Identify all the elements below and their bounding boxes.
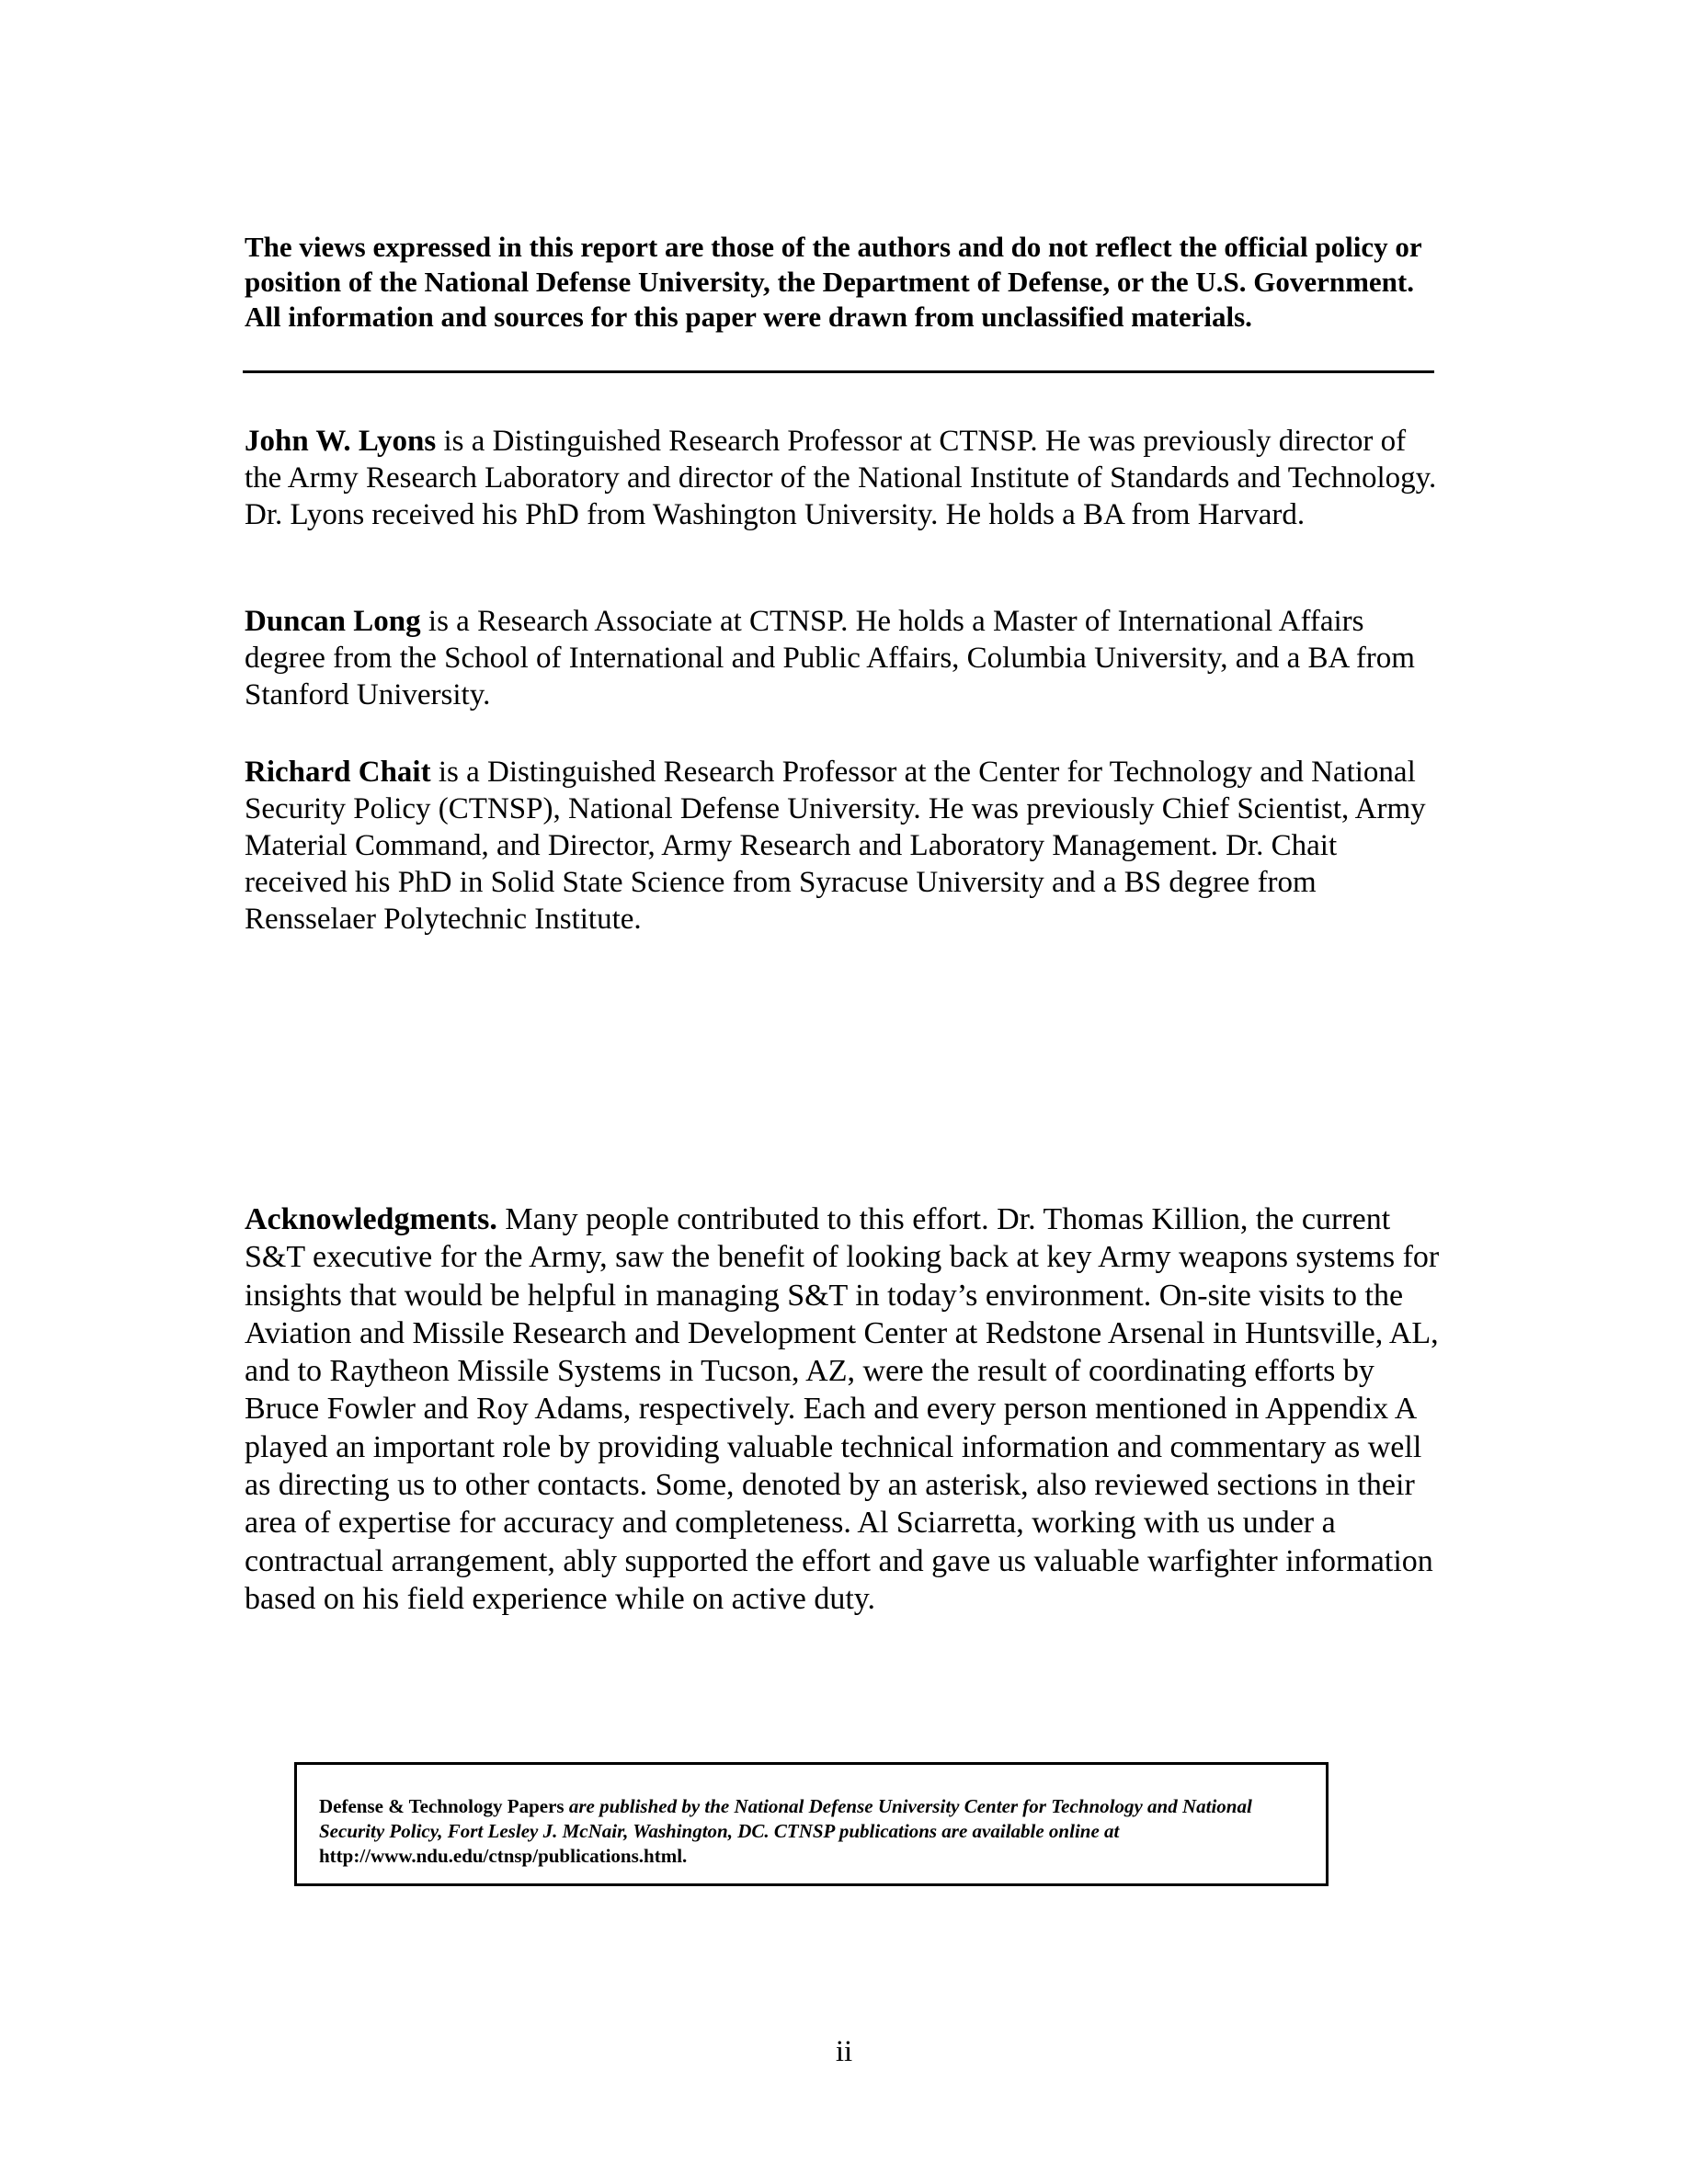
author-bio-long (245, 603, 1440, 713)
disclaimer-statement: The views expressed in this report are those of the authors and do not reflect the official policy or position of the National Defense University, the Department of Defense, or the U.S. Government. All information and sources for this paper were drawn from unclassified materials. (245, 231, 1422, 333)
author-bio-chait (245, 754, 1440, 938)
disclaimer-divider (243, 370, 1434, 373)
author-name: Duncan Long (245, 605, 421, 638)
publication-notice-box (294, 1762, 1329, 1886)
author-bio-lyons (245, 423, 1440, 533)
publications-url[interactable]: http://www.ndu.edu/ctnsp/publications.html (319, 1845, 683, 1867)
publication-notice-end: . (682, 1845, 688, 1867)
author-bio-text: is a Distinguished Research Professor at CTNSP. He was previously director of the Army Research Laboratory and director of the National Institute of Standards and Technology. Dr. Lyons received his PhD from Washington University. He holds a BA from Harvard. (245, 425, 1437, 531)
acknowledgments-section (245, 1200, 1440, 1618)
author-bio-text: is a Distinguished Research Professor at the Center for Technology and National Security Policy (CTNSP), National Defense University. He was previously Chief Scientist, Army Material Command, and Director, Army Research and Laboratory Management. Dr. Chait received his PhD in Solid State Science from Syracuse University and a BS degree from Rensselaer Polytechnic Institute. (245, 756, 1426, 936)
publication-notice (319, 1794, 1312, 1869)
acknowledgments-heading: Acknowledgments. (245, 1202, 497, 1236)
page-number: ii (835, 2035, 853, 2068)
publication-notice-text: are published by the National Defense University Center for Technology and National Security Policy, Fort Lesley J. McNair, Washington, DC. CTNSP publications are available online at (319, 1795, 1252, 1842)
author-name: Richard Chait (245, 756, 431, 789)
author-bio-text: is a Research Associate at CTNSP. He holds a Master of International Affairs degree from the School of International and Public Affairs, Columbia University, and a BA from Stanford University. (245, 605, 1415, 711)
author-name: John W. Lyons (245, 425, 437, 458)
series-title: Defense & Technology Papers (319, 1795, 565, 1817)
acknowledgments-text: Many people contributed to this effort. Dr. Thomas Killion, the current S&T executive for the Army, saw the benefit of looking back at key Army weapons systems for insights that would be helpful in managing S&T in today’s environment. On-site visits to the Aviation and Missile Research and Development Center at Redstone Arsenal in Huntsville, AL, and to Raytheon Missile Systems in Tucson, AZ, were the result of coordinating efforts by Bruce Fowler and Roy Adams, respectively. Each and every person mentioned in Appendix A played an important role by providing valuable technical information and commentary as well as directing us to other contacts. Some, denoted by an asterisk, also reviewed sections in their area of expertise for accuracy and completeness. Al Sciarretta, working with us under a contractual arrangement, ably supported the effort and gave us valuable warfighter information based on his field experience while on active duty. (245, 1202, 1440, 1616)
